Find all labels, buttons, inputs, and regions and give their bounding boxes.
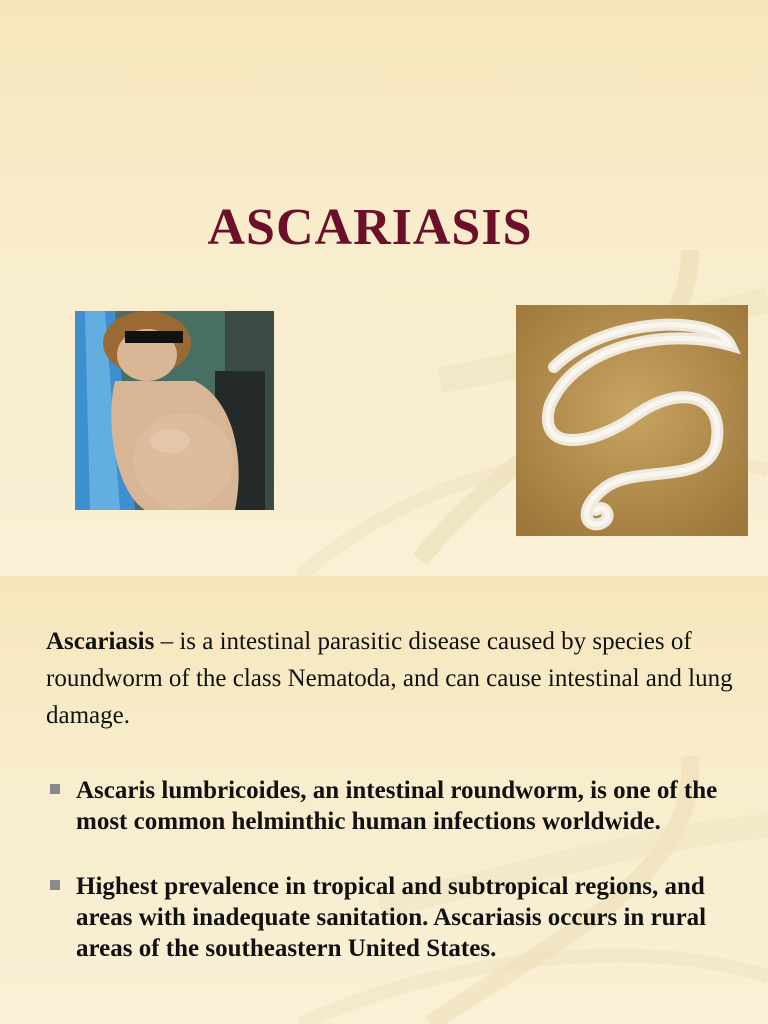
definition-paragraph — [46, 623, 736, 734]
roundworm-photo — [516, 305, 748, 536]
square-bullet-icon — [50, 784, 60, 794]
bullet-text: Highest prevalence in tropical and subtropical regions, and areas with inadequate sanitation. Ascariasis occurs in rural areas of the southeastern United States. — [76, 873, 707, 962]
bullet-item — [44, 871, 744, 964]
square-bullet-icon — [50, 880, 60, 890]
child-photo — [75, 311, 274, 510]
slide-title: ASCARIASIS — [207, 199, 533, 256]
definition-text: – is a intestinal parasitic disease caused by species of roundworm of the class Nematoda, and can cause intestinal and lung damage. — [46, 628, 733, 729]
bullet-list — [44, 775, 744, 998]
bullet-item — [44, 775, 744, 837]
slide-2 — [0, 576, 768, 1024]
definition-term: Ascariasis — [46, 628, 155, 655]
bullet-text: Ascaris lumbricoides, an intestinal roundworm, is one of the most common helminthic human infections worldwide. — [76, 777, 718, 835]
